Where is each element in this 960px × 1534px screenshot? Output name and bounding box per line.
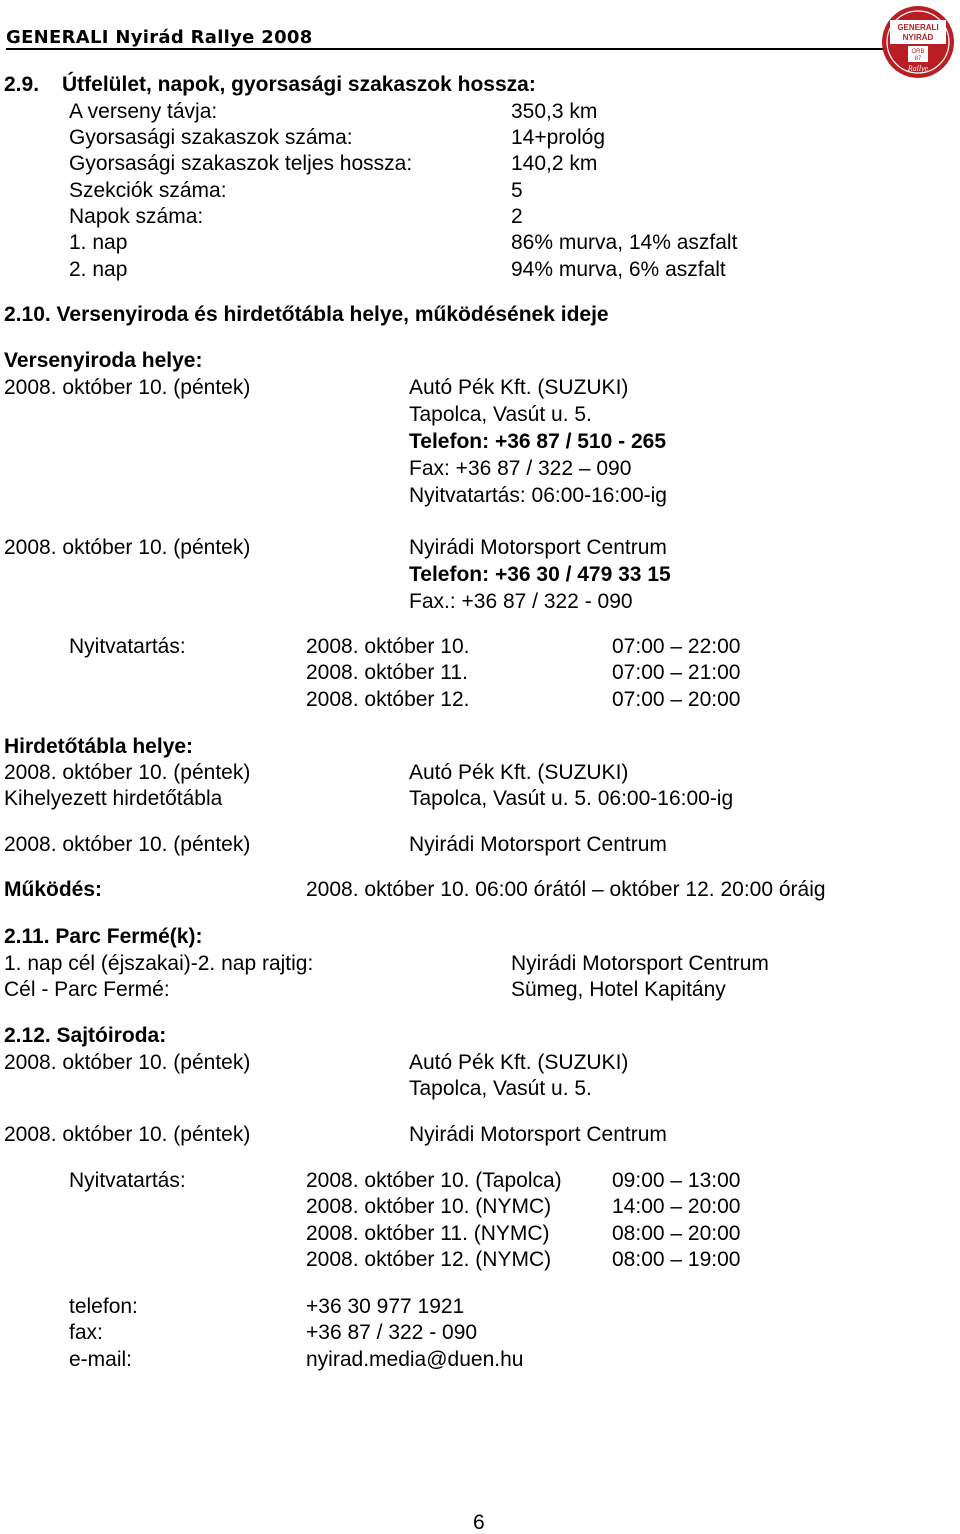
office-opening-time: 07:00 – 20:00: [612, 688, 741, 711]
press-office-1-address: Tapolca, Vasút u. 5.: [409, 1077, 592, 1100]
stage-count-value: 14+prológ: [511, 126, 605, 149]
stage-length-label: Gyorsasági szakaszok teljes hossza:: [69, 152, 413, 175]
press-phone-label: telefon:: [69, 1295, 138, 1318]
press-opening-time: 14:00 – 20:00: [612, 1195, 741, 1218]
logo-text-5: Rallye: [907, 64, 929, 73]
press-opening-date: 2008. október 10. (NYMC): [306, 1195, 552, 1218]
press-email-link[interactable]: nyirad.media@duen.hu: [306, 1348, 524, 1371]
office-opening-date: 2008. október 12.: [306, 688, 470, 711]
press-opening-time: 08:00 – 20:00: [612, 1222, 741, 1245]
race-office-1-phone: Telefon: +36 87 / 510 - 265: [409, 430, 666, 453]
office-opening-time: 07:00 – 22:00: [612, 635, 741, 658]
race-distance-value: 350,3 km: [511, 100, 598, 123]
race-office-2-phone: Telefon: +36 30 / 479 33 15: [409, 563, 671, 586]
logo-text-3: ORB: [911, 49, 925, 55]
rally-logo: [880, 4, 956, 80]
day2-label: 2. nap: [69, 258, 128, 281]
header-rule: [6, 48, 884, 50]
operation-value: 2008. október 10. 06:00 órától – október 12. 20:00 óráig: [306, 878, 826, 901]
press-opening-date: 2008. október 12. (NYMC): [306, 1248, 552, 1271]
office-opening-date: 2008. október 10.: [306, 635, 470, 658]
race-office-1-fax: Fax: +36 87 / 322 – 090: [409, 457, 632, 480]
notice-board-label: Hirdetőtábla helye:: [4, 735, 194, 758]
parc-ferme-2-label: Cél - Parc Fermé:: [4, 978, 170, 1001]
press-office-2-name: Nyirádi Motorsport Centrum: [409, 1123, 667, 1146]
office-opening-time: 07:00 – 21:00: [612, 661, 741, 684]
race-office-label: Versenyiroda helye:: [4, 349, 203, 372]
parc-ferme-1-value: Nyirádi Motorsport Centrum: [511, 952, 769, 975]
logo-text-2: NYIRÁD: [902, 33, 934, 42]
press-office-2-date: 2008. október 10. (péntek): [4, 1123, 251, 1146]
section-count-value: 5: [511, 179, 523, 202]
race-distance-label: A verseny távja:: [69, 100, 218, 123]
press-email-label: e-mail:: [69, 1348, 133, 1371]
race-office-1-name: Autó Pék Kft. (SUZUKI): [409, 376, 629, 399]
race-office-1-hours: Nyitvatartás: 06:00-16:00-ig: [409, 484, 667, 507]
press-phone-value: +36 30 977 1921: [306, 1295, 465, 1318]
office-opening-label: Nyitvatartás:: [69, 635, 186, 658]
press-opening-time: 08:00 – 19:00: [612, 1248, 741, 1271]
parc-ferme-2-value: Sümeg, Hotel Kapitány: [511, 978, 726, 1001]
press-office-1-date: 2008. október 10. (péntek): [4, 1051, 251, 1074]
press-opening-date: 2008. október 10. (Tapolca): [306, 1169, 562, 1192]
section-2-9-number: 2.9.: [4, 73, 40, 96]
press-opening-date: 2008. október 11. (NYMC): [306, 1222, 550, 1245]
day1-label: 1. nap: [69, 231, 128, 254]
logo-text-1: GENERALI: [897, 23, 939, 32]
page-number: 6: [473, 1511, 485, 1534]
press-office-1-name: Autó Pék Kft. (SUZUKI): [409, 1051, 629, 1074]
section-2-9-heading: Útfelület, napok, gyorsasági szakaszok hossza:: [62, 73, 536, 96]
race-office-1-date: 2008. október 10. (péntek): [4, 376, 251, 399]
notice-board-1-date: 2008. október 10. (péntek): [4, 761, 251, 784]
press-fax-label: fax:: [69, 1321, 103, 1344]
day-count-value: 2: [511, 205, 523, 228]
section-count-label: Szekciók száma:: [69, 179, 227, 202]
document-header-title: GENERALI Nyirád Rallye 2008: [6, 27, 313, 48]
stage-count-label: Gyorsasági szakaszok száma:: [69, 126, 353, 149]
stage-length-value: 140,2 km: [511, 152, 598, 175]
notice-board-1-name: Autó Pék Kft. (SUZUKI): [409, 761, 629, 784]
notice-board-2-name: Nyirádi Motorsport Centrum: [409, 833, 667, 856]
race-office-2-name: Nyirádi Motorsport Centrum: [409, 536, 667, 559]
race-office-1-address: Tapolca, Vasút u. 5.: [409, 403, 592, 426]
parc-ferme-1-label: 1. nap cél (éjszakai)-2. nap rajtig:: [4, 952, 314, 975]
operation-label: Működés:: [4, 878, 103, 901]
race-office-2-date: 2008. október 10. (péntek): [4, 536, 251, 559]
day2-surface: 94% murva, 6% aszfalt: [511, 258, 726, 281]
race-office-2-fax: Fax.: +36 87 / 322 - 090: [409, 590, 633, 613]
notice-board-1-note: Kihelyezett hirdetőtábla: [4, 787, 223, 810]
notice-board-1-address: Tapolca, Vasút u. 5. 06:00-16:00-ig: [409, 787, 734, 810]
section-2-12-heading: 2.12. Sajtóiroda:: [4, 1024, 167, 1047]
section-2-11-heading: 2.11. Parc Fermé(k):: [4, 925, 203, 948]
day-count-label: Napok száma:: [69, 205, 204, 228]
office-opening-date: 2008. október 11.: [306, 661, 468, 684]
press-opening-label: Nyitvatartás:: [69, 1169, 186, 1192]
press-opening-time: 09:00 – 13:00: [612, 1169, 741, 1192]
logo-text-4: 87: [914, 56, 922, 62]
day1-surface: 86% murva, 14% aszfalt: [511, 231, 738, 254]
press-fax-value: +36 87 / 322 - 090: [306, 1321, 478, 1344]
notice-board-2-date: 2008. október 10. (péntek): [4, 833, 251, 856]
section-2-10-heading: 2.10. Versenyiroda és hirdetőtábla helye, működésének ideje: [4, 303, 609, 326]
